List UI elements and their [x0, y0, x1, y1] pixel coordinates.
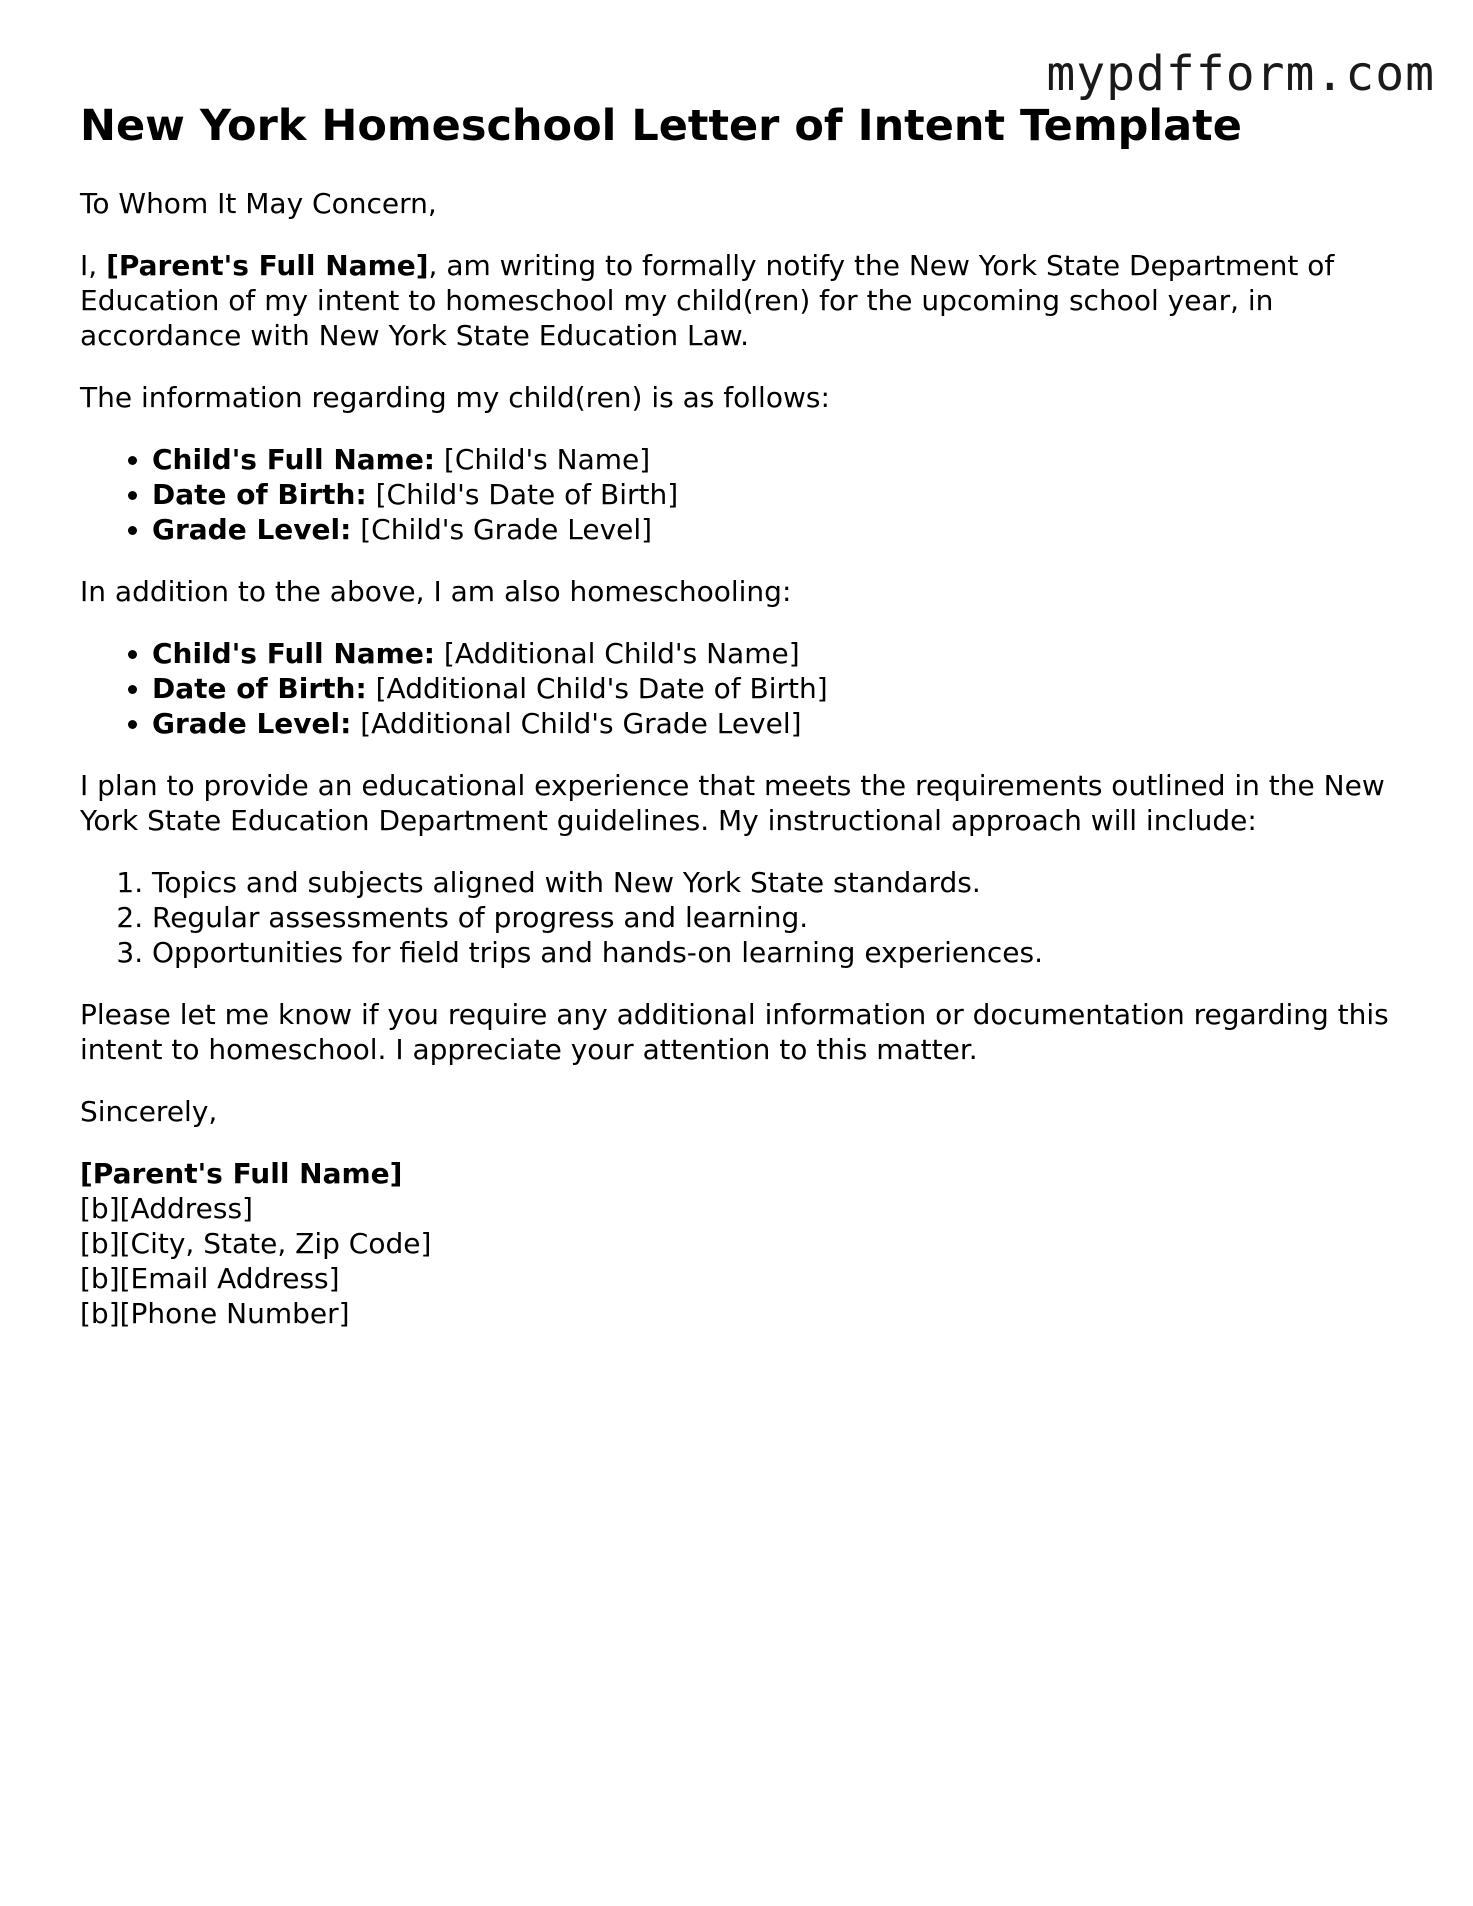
list-item	[152, 442, 1400, 477]
list-item: 3. Opportunities for field trips and hands-on learning experiences.	[152, 935, 1400, 970]
signature-city-state-zip: [b][City, State, Zip Code]	[80, 1227, 432, 1260]
approach-list	[80, 865, 1400, 970]
page-title: New York Homeschool Letter of Intent Template	[80, 101, 1242, 151]
intro-parent-name: [Parent's Full Name]	[106, 249, 429, 282]
list-item	[152, 636, 1400, 671]
signature-email: [b][Email Address]	[80, 1262, 340, 1295]
list-item: 1. Topics and subjects aligned with New York State standards.	[152, 865, 1400, 900]
signature-block	[80, 1156, 1400, 1331]
additional-child-info-list	[80, 636, 1400, 741]
closing-paragraph: Please let me know if you require any additional information or documentation regarding this intent to homeschool. I appreciate your attention to this matter.	[80, 998, 1389, 1066]
salutation: To Whom It May Concern,	[80, 187, 437, 220]
field-label: Grade Level:	[152, 707, 352, 740]
children-intro: The information regarding my child(ren) is as follows:	[80, 381, 830, 414]
signature-name-text: [Parent's Full Name]	[80, 1157, 403, 1190]
field-value: [Additional Child's Name]	[435, 637, 800, 670]
list-item	[152, 477, 1400, 512]
intro-paragraph	[80, 248, 1400, 353]
field-value: [Additional Child's Date of Birth]	[366, 672, 828, 705]
field-label: Date of Birth:	[152, 672, 367, 705]
signature-address: [b][Address]	[80, 1192, 253, 1225]
child-info-list	[80, 442, 1400, 547]
field-value: [Additional Child's Grade Level]	[351, 707, 802, 740]
list-item	[152, 706, 1400, 741]
field-label: Grade Level:	[152, 513, 352, 546]
field-value: [Child's Name]	[435, 443, 651, 476]
additional-intro: In addition to the above, I am also homeschooling:	[80, 575, 792, 608]
signature-phone: [b][Phone Number]	[80, 1297, 350, 1330]
watermark-logo: mypdfform.com	[1046, 46, 1435, 102]
field-label: Child's Full Name:	[152, 443, 436, 476]
letter-document	[80, 100, 1400, 1331]
intro-text: , am writing to formally notify the New York State Department of Education of my intent to homeschool my child(ren) for the upcoming school year, in accordance with New York State Education Law.	[80, 249, 1335, 352]
field-label: Date of Birth:	[152, 478, 367, 511]
field-value: [Child's Date of Birth]	[366, 478, 679, 511]
signature-name	[80, 1156, 1400, 1191]
list-item	[152, 512, 1400, 547]
sign-off: Sincerely,	[80, 1095, 218, 1128]
field-label: Child's Full Name:	[152, 637, 436, 670]
plan-paragraph: I plan to provide an educational experience that meets the requirements outlined in the New York State Education Department guidelines. My instructional approach will include:	[80, 769, 1385, 837]
list-item	[152, 671, 1400, 706]
list-item: 2. Regular assessments of progress and learning.	[152, 900, 1400, 935]
intro-prefix: I,	[80, 249, 107, 282]
field-value: [Child's Grade Level]	[351, 513, 653, 546]
